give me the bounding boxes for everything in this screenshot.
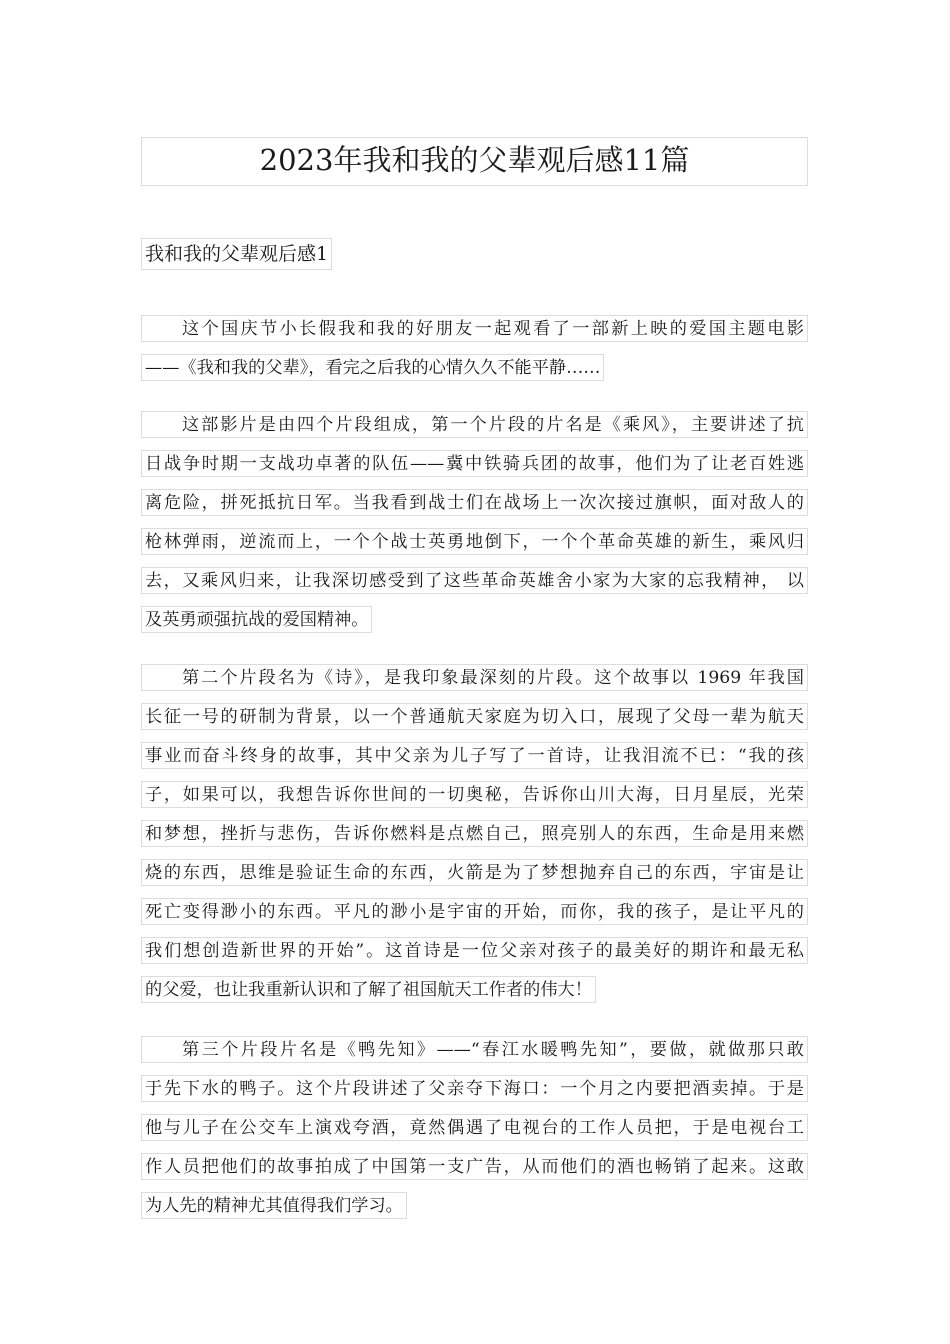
paragraph-3: [141, 658, 811, 1009]
line-text: 的父爱，也让我重新认识和了解了祖国航天工作者的伟大！: [141, 976, 596, 1003]
paragraph-line: [141, 970, 811, 1009]
paragraph-line: [141, 775, 811, 814]
paragraph-line: [141, 1030, 811, 1069]
line-text: 日战争时期一支战功卓著的队伍——冀中铁骑兵团的故事，他们为了让老百姓逃: [141, 450, 808, 477]
document-title: 2023年我和我的父辈观后感11篇: [141, 137, 808, 186]
line-text: 第三个片段片名是《鸭先知》——“春江水暖鸭先知”，要做，就做那只敢: [141, 1036, 808, 1063]
line-text: 这部影片是由四个片段组成，第一个片段的片名是《乘风》，主要讲述了抗: [141, 411, 808, 438]
paragraph-line: [141, 405, 811, 444]
section-heading: 我和我的父辈观后感1: [141, 238, 332, 270]
paragraph-2: [141, 405, 811, 639]
line-text: 事业而奋斗终身的故事，其中父亲为儿子写了一首诗，让我泪流不已：“我的孩: [141, 742, 808, 769]
line-text: 及英勇顽强抗战的爱国精神。: [141, 606, 372, 633]
line-text: 于先下水的鸭子。这个片段讲述了父亲夺下海口：一个月之内要把酒卖掉。于是: [141, 1075, 808, 1102]
paragraph-line: [141, 1108, 811, 1147]
line-text: 这个国庆节小长假我和我的好朋友一起观看了一部新上映的爱国主题电影: [141, 315, 808, 342]
line-text: 和梦想，挫折与悲伤，告诉你燃料是点燃自己，照亮别人的东西，生命是用来燃: [141, 820, 808, 847]
line-text: 离危险，拼死抵抗日军。当我看到战士们在战场上一次次接过旗帜，面对敌人的: [141, 489, 808, 516]
paragraph-1: [141, 309, 811, 387]
paragraph-line: [141, 561, 811, 600]
paragraph-line: [141, 814, 811, 853]
line-text: 为人先的精神尤其值得我们学习。: [141, 1192, 407, 1219]
paragraph-4: [141, 1030, 811, 1225]
line-text: 枪林弹雨，逆流而上，一个个战士英勇地倒下，一个个革命英雄的新生，乘风归: [141, 528, 808, 555]
line-text: 作人员把他们的故事拍成了中国第一支广告，从而他们的酒也畅销了起来。这敢: [141, 1153, 808, 1180]
paragraph-line: [141, 1147, 811, 1186]
line-text: 第二个片段名为《诗》，是我印象最深刻的片段。这个故事以 1969 年我国: [141, 664, 808, 691]
line-text: 长征一号的研制为背景，以一个普通航天家庭为切入口，展现了父母一辈为航天: [141, 703, 808, 730]
line-text: 子，如果可以，我想告诉你世间的一切奥秘，告诉你山川大海，日月星辰，光荣: [141, 781, 808, 808]
paragraph-line: [141, 348, 811, 387]
paragraph-line: [141, 892, 811, 931]
line-text: 去，又乘风归来，让我深切感受到了这些革命英雄舍小家为大家的忘我精神， 以: [141, 567, 808, 594]
paragraph-line: [141, 1069, 811, 1108]
paragraph-line: [141, 931, 811, 970]
line-text: 烧的东西，思维是验证生命的东西，火箭是为了梦想抛弃自己的东西，宇宙是让: [141, 859, 808, 886]
paragraph-line: [141, 736, 811, 775]
line-text: ——《我和我的父辈》，看完之后我的心情久久不能平静……: [141, 354, 604, 381]
paragraph-line: [141, 522, 811, 561]
paragraph-line: [141, 483, 811, 522]
line-text: 死亡变得渺小的东西。平凡的渺小是宇宙的开始，而你，我的孩子，是让平凡的: [141, 898, 808, 925]
paragraph-line: [141, 309, 811, 348]
paragraph-line: [141, 658, 811, 697]
paragraph-line: [141, 853, 811, 892]
paragraph-line: [141, 600, 811, 639]
line-text: 他与儿子在公交车上演戏夸酒，竟然偶遇了电视台的工作人员把，于是电视台工: [141, 1114, 808, 1141]
line-text: 我们想创造新世界的开始”。这首诗是一位父亲对孩子的最美好的期许和最无私: [141, 937, 808, 964]
paragraph-line: [141, 697, 811, 736]
paragraph-line: [141, 1186, 811, 1225]
paragraph-line: [141, 444, 811, 483]
